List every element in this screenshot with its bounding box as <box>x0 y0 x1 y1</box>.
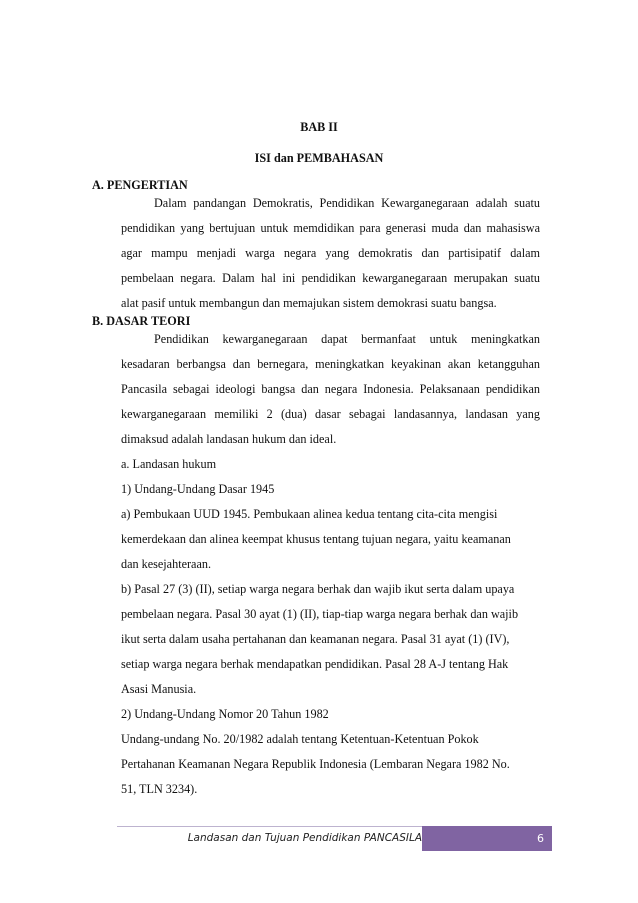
section-b-heading: B. DASAR TEORI <box>92 314 191 328</box>
page-number: 6 <box>422 826 552 851</box>
list-item: kemerdekaan dan alinea keempat khusus tentang tujuan negara, yaitu keamanan <box>121 532 511 546</box>
list-item: Undang-undang No. 20/1982 adalah tentang Ketentuan-Ketentuan Pokok <box>121 732 479 746</box>
section-b-line: kesadaran berbangsa dan bernegara, meningkatkan keyakinan akan ketangguhan <box>121 357 540 371</box>
list-item: setiap warga negara berhak mendapatkan pendidikan. Pasal 28 A-J tentang Hak <box>121 657 509 671</box>
section-b-line: kewarganegaraan memiliki 2 (dua) dasar sebagai landasannya, landasan yang <box>121 407 540 421</box>
section-a-line: Dalam pandangan Demokratis, Pendidikan Kewarganegaraan adalah suatu <box>154 196 540 210</box>
list-item: 2) Undang-Undang Nomor 20 Tahun 1982 <box>121 707 329 721</box>
list-item: b) Pasal 27 (3) (II), setiap warga negara berhak dan wajib ikut serta dalam upaya <box>121 582 515 596</box>
chapter-title: ISI dan PEMBAHASAN <box>254 151 384 165</box>
section-b-line: Pancasila sebagai ideologi bangsa dan negara Indonesia. Pelaksanaan pendidikan <box>121 382 540 396</box>
list-item: Asasi Manusia. <box>121 682 197 696</box>
section-b-line: dimaksud adalah landasan hukum dan ideal. <box>121 432 337 446</box>
list-item: 1) Undang-Undang Dasar 1945 <box>121 482 275 496</box>
list-item: a) Pembukaan UUD 1945. Pembukaan alinea kedua tentang cita-cita mengisi <box>121 507 498 521</box>
list-item: ikut serta dalam usaha pertahanan dan keamanan negara. Pasal 31 ayat (1) (IV), <box>121 632 510 646</box>
section-a-line: pendidikan yang bertujuan untuk memdidikan para generasi muda dan mahasiswa <box>121 221 540 235</box>
footer-title: Landasan dan Tujuan Pendidikan PANCASILA <box>187 832 422 844</box>
chapter-number: BAB II <box>300 120 338 134</box>
section-a-heading: A. PENGERTIAN <box>92 178 188 192</box>
section-a-line: agar mampu menjadi warga negara yang demokratis dan partisipatif dalam <box>121 246 540 260</box>
list-item: pembelaan negara. Pasal 30 ayat (1) (II), tiap-tiap warga negara berhak dan wajib <box>121 607 519 621</box>
list-item: Pertahanan Keamanan Negara Republik Indonesia (Lembaran Negara 1982 No. <box>121 757 510 771</box>
list-item: 51, TLN 3234). <box>121 782 198 796</box>
section-a-line: alat pasif untuk membangun dan memajukan sistem demokrasi suatu bangsa. <box>121 296 497 310</box>
section-a-line: pembelaan negara. Dalam hal ini pendidikan kewarganegaraan merupakan suatu <box>121 271 540 285</box>
list-item: dan kesejahteraan. <box>121 557 212 571</box>
subsection-heading: a. Landasan hukum <box>121 457 217 471</box>
section-b-line: Pendidikan kewarganegaraan dapat bermanfaat untuk meningkatkan <box>154 332 540 346</box>
